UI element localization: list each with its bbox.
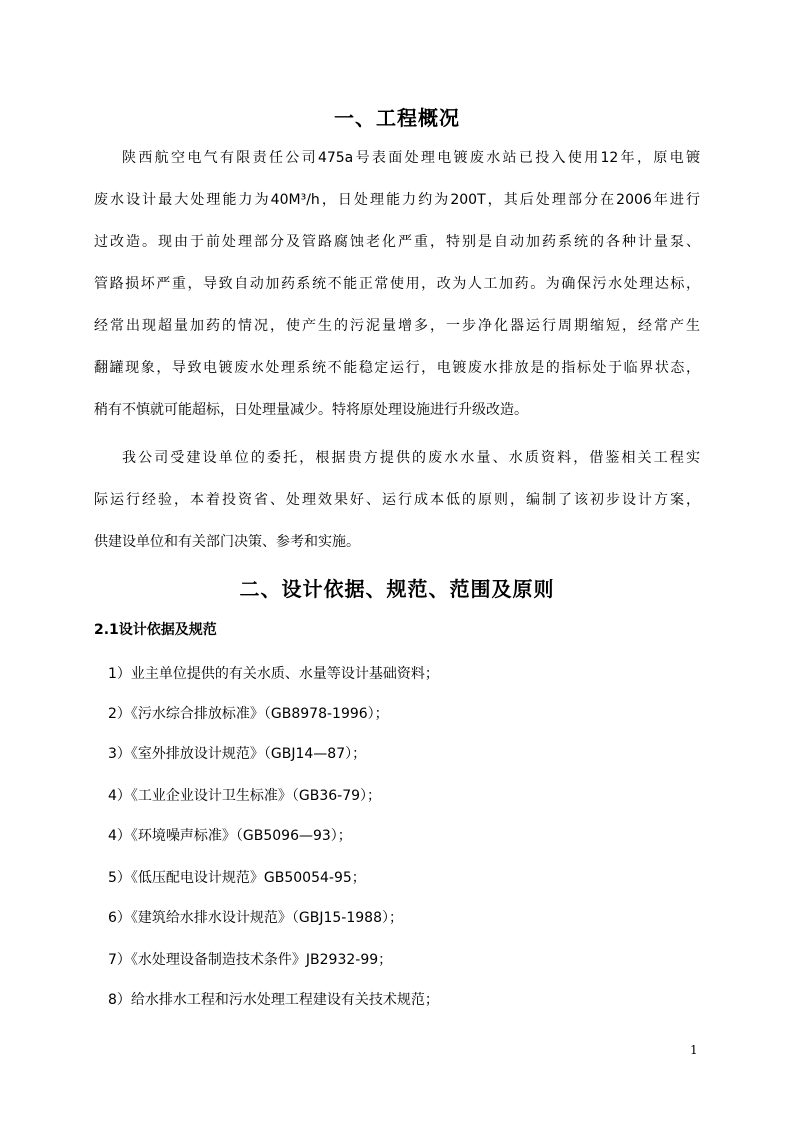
- list-item: 4）《环境噪声标准》（GB5096—93）；: [108, 828, 352, 844]
- paragraph-line: 稍有不慎就可能超标，日处理量减少。特将原处理设施进行升级改造。: [94, 402, 528, 418]
- list-item: 3）《室外排放设计规范》（GBJ14—87）；: [108, 746, 367, 762]
- paragraph-line: 陕西航空电气有限责任公司475a号表面处理电镀废水站已投入使用12年，原电镀: [122, 150, 700, 166]
- paragraph-line: 管路损坏严重，导致自动加药系统不能正常使用，改为人工加药。为确保污水处理达标，: [94, 276, 700, 292]
- list-item: 4）《工业企业设计卫生标准》（GB36-79）；: [108, 788, 382, 804]
- list-item: 6）《建筑给水排水设计规范》（GBJ15-1988）；: [108, 910, 403, 926]
- section-1-title: 一、工程概况: [334, 106, 460, 130]
- list-item: 5）《低压配电设计规范》GB50054-95；: [108, 870, 366, 886]
- paragraph-line: 翻罐现象，导致电镀废水处理系统不能稳定运行，电镀废水排放是的指标处于临界状态，: [94, 360, 700, 376]
- list-item: 8）给水排水工程和污水处理工程建设有关技术规范；: [108, 992, 439, 1008]
- list-item: 1）业主单位提供的有关水质、水量等设计基础资料；: [108, 666, 439, 682]
- page-number: 1: [690, 1043, 698, 1057]
- paragraph-line: 过改造。现由于前处理部分及管路腐蚀老化严重，特别是自动加药系统的各种计量泵、: [94, 234, 700, 250]
- section-2-title: 二、设计依据、规范、范围及原则: [239, 577, 555, 601]
- paragraph-line: 经常出现超量加药的情况，使产生的污泥量增多，一步净化器运行周期缩短，经常产生: [94, 318, 700, 334]
- paragraph-line: 我公司受建设单位的委托，根据贵方提供的废水水量、水质资料，借鉴相关工程实: [122, 450, 700, 466]
- list-item: 2）《污水综合排放标准》（GB8978-1996）；: [108, 706, 389, 722]
- list-item: 7）《水处理设备制造技术条件》JB2932-99；: [108, 952, 393, 968]
- paragraph-line: 际运行经验，本着投资省、处理效果好、运行成本低的原则，编制了该初步设计方案，: [94, 492, 700, 508]
- paragraph-line: 供建设单位和有关部门决策、参考和实施。: [94, 534, 360, 550]
- paragraph-line: 废水设计最大处理能力为40M³/h，日处理能力约为200T，其后处理部分在2006年进行: [94, 192, 700, 208]
- subsection-2-1-title: 2.1设计依据及规范: [94, 622, 217, 638]
